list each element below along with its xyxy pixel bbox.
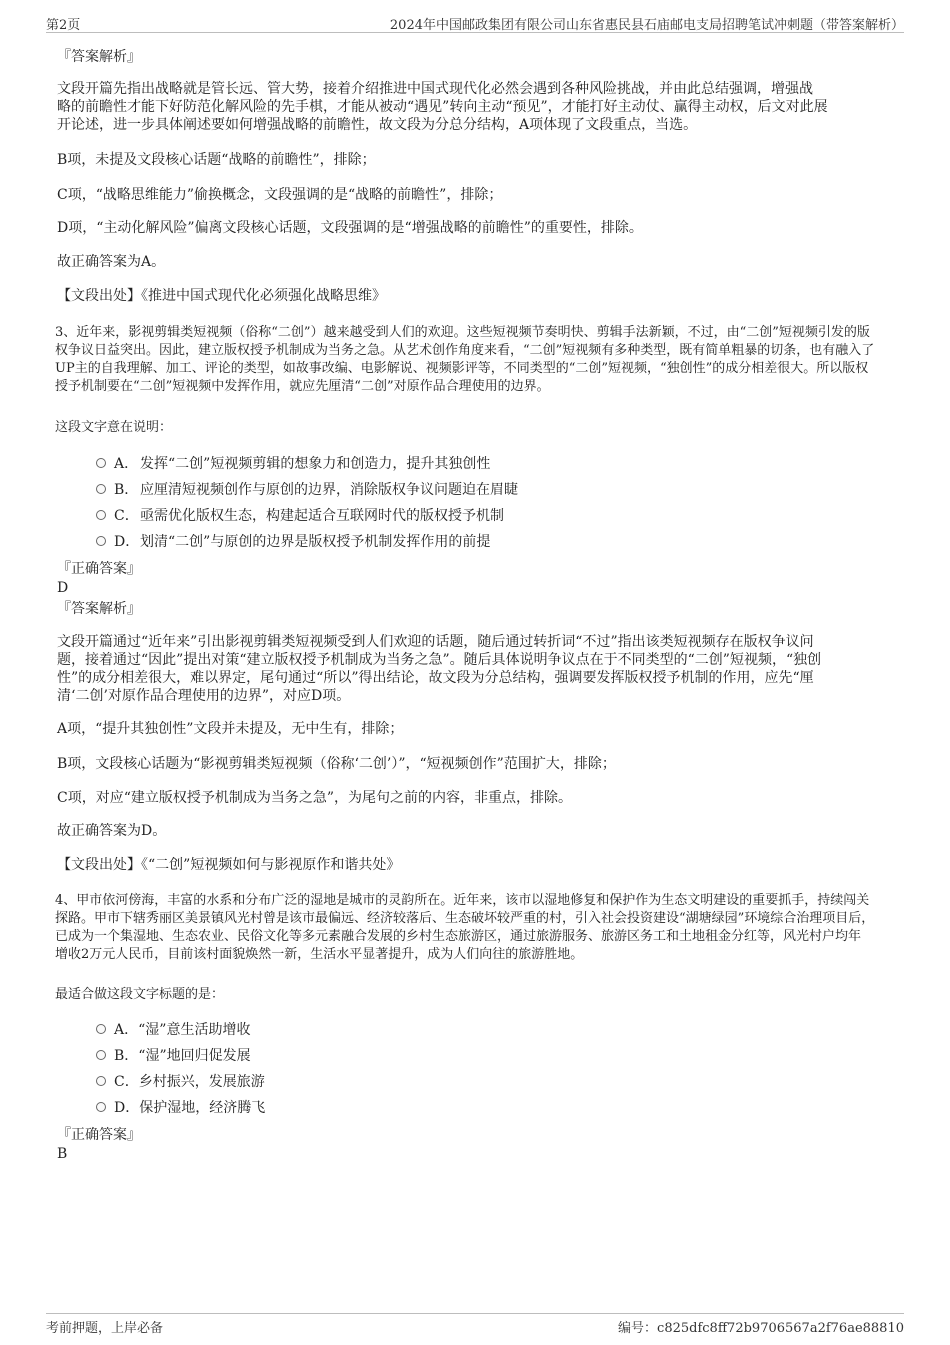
document-id: 编号：c825dfc8ff72b9706567a2f76ae88810 <box>618 1321 904 1336</box>
page-header <box>46 12 904 33</box>
radio-button-icon[interactable] <box>96 536 106 546</box>
q4-answer-label: 『正确答案』 <box>57 1127 141 1143</box>
q3-analysis-line: 性”的成分相差很大，难以界定，尾句通过“所以”得出结论，故文段为分总结构，强调要发挥版权授予机制的作用，应先“厘 <box>57 670 814 686</box>
page-footer <box>46 1313 904 1336</box>
radio-button-icon[interactable] <box>96 1050 106 1060</box>
q3-answer-label: 『正确答案』 <box>57 561 141 577</box>
q4-option-d[interactable]: D．保护湿地，经济腾飞 <box>96 1099 265 1117</box>
q3-analysis-line: 题，接着通过“因此”提出对策“建立版权授予机制成为当务之急”。随后具体说明争议点在于不同类型的“二创”短视频，“独创 <box>57 652 822 668</box>
q2-source: 【文段出处】《推进中国式现代化必须强化战略思维》 <box>57 288 386 304</box>
q3-option-c-analysis: C项，对应“建立版权授予机制成为当务之急”，为尾句之前的内容，非重点，排除。 <box>57 790 573 806</box>
q3-option-b[interactable]: B． 应厘清短视频创作与原创的边界，消除版权争议问题迫在眉睫 <box>96 481 518 499</box>
q3-analysis-line: 文段开篇通过“近年来”引出影视剪辑类短视频受到人们欢迎的话题，随后通过转折词“不过”指出该类短视频存在版权争议问 <box>57 634 814 650</box>
q4-passage <box>55 892 895 964</box>
q3-passage-line: UP主的自我理解、加工、评论的类型，如故事改编、电影解说、视频影评等，不同类型的“二创”短视频，“独创性”的成分相差很大。所以版权 <box>55 361 869 376</box>
q2-analysis-line: 文段开篇先指出战略就是管长远、管大势，接着介绍推进中国式现代化必然会遇到各种风险挑战，并由此总结强调，增强战 <box>57 81 813 97</box>
q3-passage-line: 授予机制要在“二创”短视频中发挥作用，就应先厘清“二创”对原作品合理使用的边界。 <box>55 379 550 394</box>
q2-analysis-line: 略的前瞻性才能下好防范化解风险的先手棋，才能从被动“遇见”转向主动“预见”，才能打好主动仗、赢得主动权，后文对此展 <box>57 99 828 115</box>
q2-conclusion: 故正确答案为A。 <box>57 254 166 270</box>
q4-option-a[interactable]: A．“湿”意生活助增收 <box>96 1021 250 1039</box>
radio-button-icon[interactable] <box>96 1102 106 1112</box>
q4-passage-line: 探路。甲市下辖秀丽区美景镇风光村曾是该市最偏远、经济较落后、生态破坏较严重的村，引入社会投资建设“湖塘绿园”环境综合治理项目后， <box>55 911 875 926</box>
radio-button-icon[interactable] <box>96 1076 106 1086</box>
page-number: 第2页 <box>46 18 81 33</box>
q3-option-a[interactable]: A． 发挥“二创”短视频剪辑的想象力和创造力，提升其独创性 <box>96 455 490 473</box>
q3-analysis-paragraph <box>57 633 897 705</box>
q2-option-b-analysis: B项，未提及文段核心话题“战略的前瞻性”，排除； <box>57 152 376 168</box>
radio-button-icon[interactable] <box>96 1024 106 1034</box>
q3-question: 这段文字意在说明： <box>55 420 173 435</box>
q3-source: 【文段出处】《“二创”短视频如何与影视原作和谐共处》 <box>57 857 401 873</box>
q2-option-c-analysis: C项，“战略思维能力”偷换概念，文段强调的是“战略的前瞻性”，排除； <box>57 187 503 203</box>
q3-analysis-label: 『答案解析』 <box>57 601 141 617</box>
footer-slogan: 考前押题，上岸必备 <box>46 1321 164 1336</box>
q4-question: 最适合做这段文字标题的是： <box>55 987 225 1002</box>
q3-option-b-analysis: B项，文段核心话题为“影视剪辑类短视频（俗称‘二创’）”，“短视频创作”范围扩大，排除； <box>57 756 616 772</box>
radio-button-icon[interactable] <box>96 458 106 468</box>
q2-option-d-analysis: D项，“主动化解风险”偏离文段核心话题，文段强调的是“增强战略的前瞻性”的重要性，排除。 <box>57 220 643 236</box>
q3-option-a-analysis: A项，“提升其独创性”文段并未提及，无中生有，排除； <box>57 721 404 737</box>
document-title: 2024年中国邮政集团有限公司山东省惠民县石庙邮电支局招聘笔试冲刺题（带答案解析） <box>389 18 904 33</box>
q4-answer: B <box>57 1146 68 1162</box>
q4-option-b[interactable]: B．“湿”地回归促发展 <box>96 1047 251 1065</box>
q3-answer: D <box>57 580 69 596</box>
q3-passage-line: 3、近年来，影视剪辑类短视频（俗称“二创”）越来越受到人们的欢迎。这些短视频节奏明快、剪辑手法新颖，不过，由“二创”短视频引发的版 <box>55 325 870 340</box>
q3-option-d[interactable]: D．划清“二创”与原创的边界是版权授予机制发挥作用的前提 <box>96 533 490 551</box>
q3-passage-line: 权争议日益突出。因此，建立版权授予机制成为当务之急。从艺术创作角度来看，“二创”短视频有多种类型，既有简单粗暴的切条，也有融入了 <box>55 343 875 358</box>
q2-analysis-label: 『答案解析』 <box>57 49 141 65</box>
q3-analysis-line: 清‘二创’对原作品合理使用的边界”，对应D项。 <box>57 688 351 704</box>
q2-analysis-line: 开论述，进一步具体阐述要如何增强战略的前瞻性，故文段为分总分结构，A项体现了文段重点，当选。 <box>57 117 698 133</box>
q3-option-c[interactable]: C．亟需优化版权生态，构建起适合互联网时代的版权授予机制 <box>96 507 504 525</box>
q2-analysis-paragraph <box>57 80 897 134</box>
q3-conclusion: 故正确答案为D。 <box>57 823 167 839</box>
q4-passage-line: 4、甲市依河傍海，丰富的水系和分布广泛的湿地是城市的灵韵所在。近年来，该市以湿地修复和保护作为生态文明建设的重要抓手，持续闯关 <box>55 893 870 908</box>
q4-passage-line: 增收2万元人民币，目前该村面貌焕然一新，生活水平显著提升，成为人们向往的旅游胜地。 <box>55 947 584 962</box>
q4-option-c[interactable]: C．乡村振兴，发展旅游 <box>96 1073 265 1091</box>
q3-passage <box>55 324 895 396</box>
q4-passage-line: 已成为一个集湿地、生态农业、民俗文化等多元素融合发展的乡村生态旅游区，通过旅游服务、旅游区务工和土地租金分红等，风光村户均年 <box>55 929 862 944</box>
radio-button-icon[interactable] <box>96 484 106 494</box>
radio-button-icon[interactable] <box>96 510 106 520</box>
